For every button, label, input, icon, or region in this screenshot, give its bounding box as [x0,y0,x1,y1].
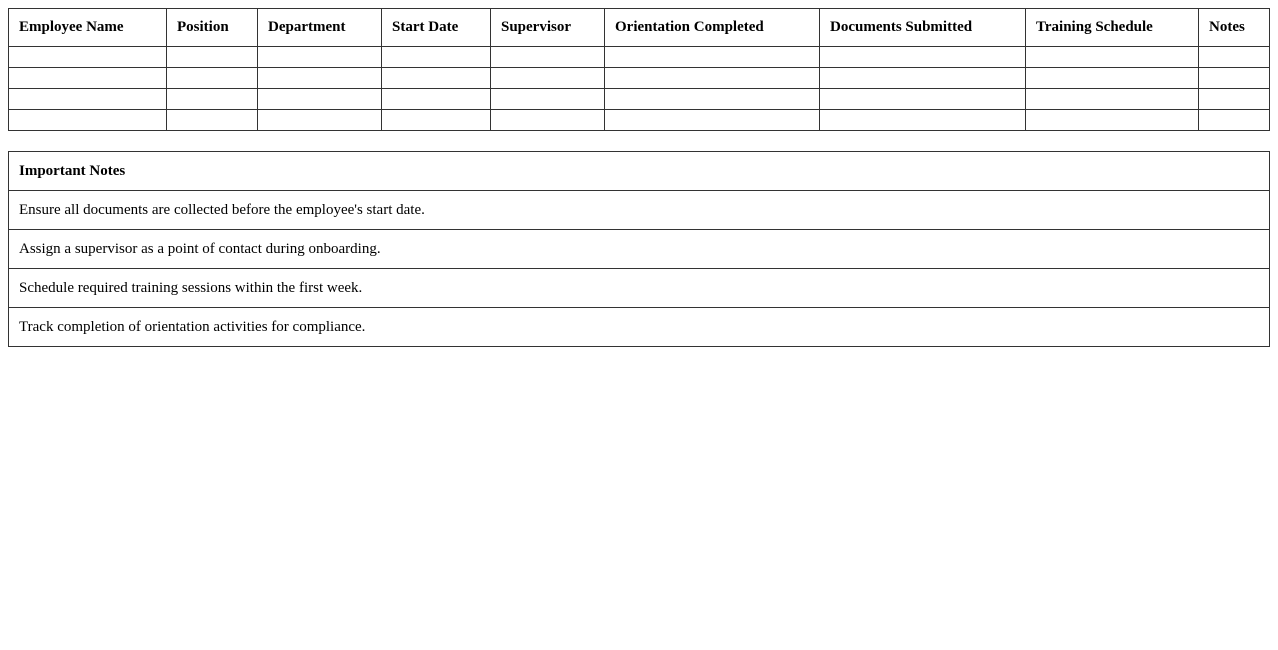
table-cell[interactable] [1026,68,1199,89]
column-header-documents-submitted: Documents Submitted [820,9,1026,47]
column-header-start-date: Start Date [382,9,491,47]
table-cell[interactable] [1199,110,1270,131]
table-cell[interactable] [1026,110,1199,131]
table-row [9,89,1270,110]
note-text: Track completion of orientation activities for compliance. [9,308,1270,347]
table-cell[interactable] [820,89,1026,110]
table-cell[interactable] [605,110,820,131]
notes-header-row [9,152,1270,191]
table-cell[interactable] [1199,47,1270,68]
table-cell[interactable] [167,89,258,110]
table-cell[interactable] [1199,68,1270,89]
table-cell[interactable] [258,47,382,68]
table-cell[interactable] [9,68,167,89]
column-header-employee-name: Employee Name [9,9,167,47]
table-header-row [9,9,1270,47]
important-notes-table [8,151,1270,347]
table-cell[interactable] [1026,89,1199,110]
note-text: Ensure all documents are collected before the employee's start date. [9,191,1270,230]
table-cell[interactable] [491,110,605,131]
column-header-training-schedule: Training Schedule [1026,9,1199,47]
table-cell[interactable] [382,47,491,68]
note-text: Schedule required training sessions within the first week. [9,269,1270,308]
note-text: Assign a supervisor as a point of contact during onboarding. [9,230,1270,269]
table-cell[interactable] [167,68,258,89]
column-header-orientation-completed: Orientation Completed [605,9,820,47]
table-cell[interactable] [820,47,1026,68]
table-cell[interactable] [605,47,820,68]
table-cell[interactable] [9,110,167,131]
table-cell[interactable] [9,89,167,110]
column-header-position: Position [167,9,258,47]
column-header-department: Department [258,9,382,47]
table-cell[interactable] [1199,89,1270,110]
table-cell[interactable] [167,47,258,68]
table-cell[interactable] [9,47,167,68]
table-cell[interactable] [1026,47,1199,68]
list-item [9,308,1270,347]
table-cell[interactable] [382,110,491,131]
table-cell[interactable] [491,47,605,68]
table-cell[interactable] [258,89,382,110]
table-row [9,68,1270,89]
column-header-supervisor: Supervisor [491,9,605,47]
table-cell[interactable] [382,89,491,110]
column-header-notes: Notes [1199,9,1270,47]
table-row [9,47,1270,68]
table-cell[interactable] [605,68,820,89]
table-cell[interactable] [258,68,382,89]
list-item [9,230,1270,269]
table-row [9,110,1270,131]
list-item [9,191,1270,230]
table-cell[interactable] [605,89,820,110]
list-item [9,269,1270,308]
table-cell[interactable] [258,110,382,131]
table-cell[interactable] [491,89,605,110]
table-cell[interactable] [382,68,491,89]
table-cell[interactable] [167,110,258,131]
notes-title: Important Notes [9,152,1270,191]
onboarding-table [8,8,1270,131]
table-cell[interactable] [820,68,1026,89]
table-cell[interactable] [820,110,1026,131]
table-cell[interactable] [491,68,605,89]
